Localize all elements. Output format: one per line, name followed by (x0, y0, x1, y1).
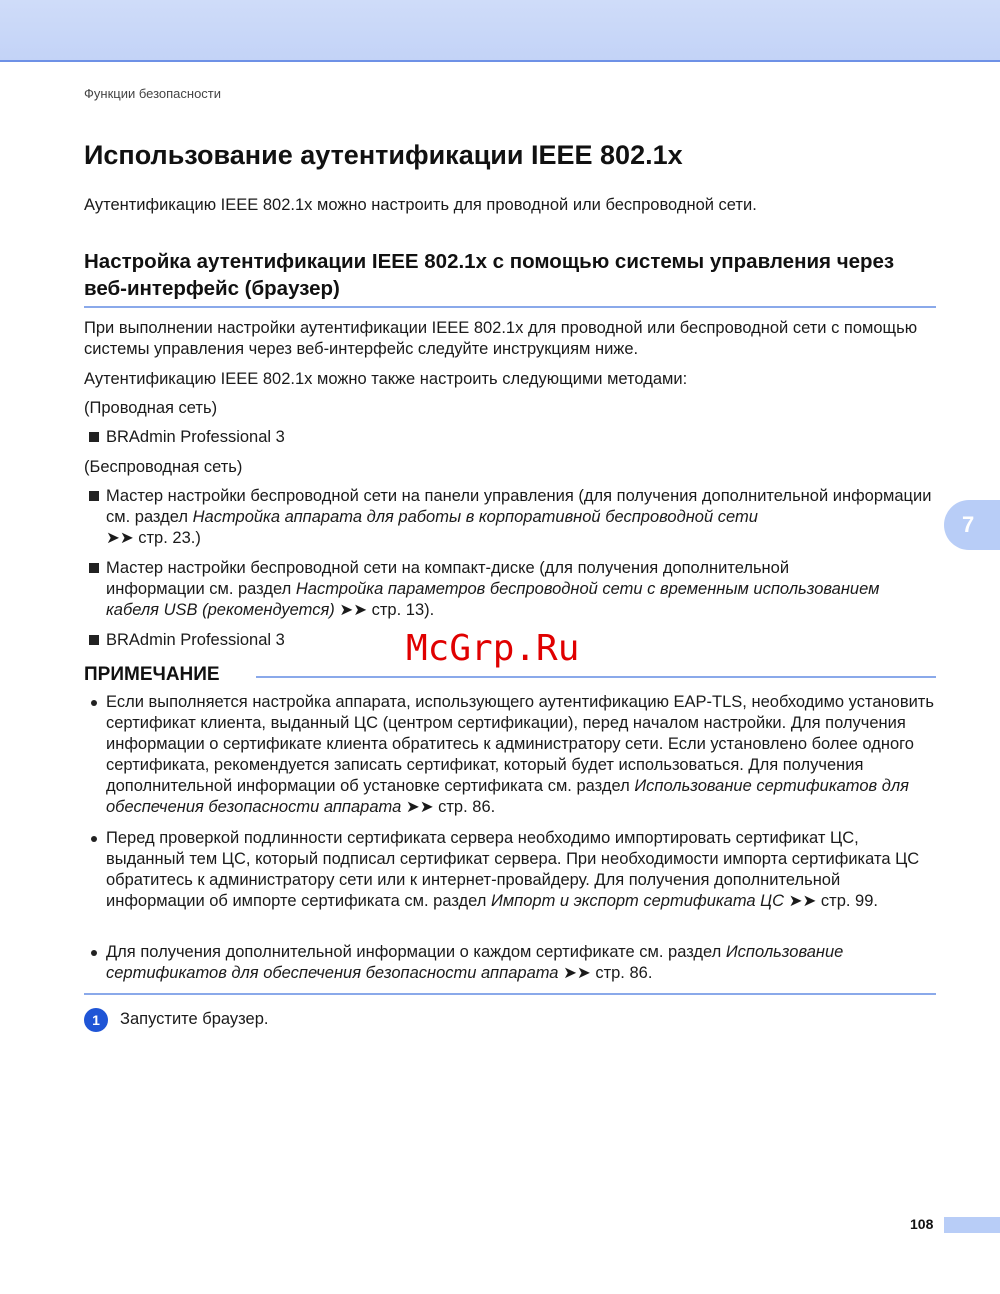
note-item-1-text: Если выполняется настройка аппарата, использующего аутентификацию EAP-TLS, необходимо установить сертификат клиента, выданный ЦС (центром сертификации), перед началом настройки. Для получения информации о сертификате клиента обратитесь к администратору сети. Если установлено более одного сертификата, рекомендуется записать сертификат, который будет использоваться. Для получения дополнительной информации об установке сертификата см. раздел (106, 693, 934, 795)
note-item-3 (106, 942, 926, 984)
note-item-2-page: ➤➤ стр. 99. (788, 892, 878, 910)
bullet-dot-icon (91, 950, 97, 956)
square-bullet-icon (89, 635, 99, 645)
section-title: Настройка аутентификации IEEE 802.1x с помощью системы управления через веб-интерфейс (браузер) (84, 248, 936, 308)
page-number-bar (944, 1217, 1000, 1233)
note-item-3-page: ➤➤ стр. 86. (563, 964, 653, 982)
page-title: Использование аутентификации IEEE 802.1x (84, 140, 683, 170)
square-bullet-icon (89, 563, 99, 573)
wireless-item-2-ref[interactable]: Настройка параметров беспроводной сети с временным использованием кабеля USB (рекомендуется) (106, 580, 880, 619)
chapter-tab[interactable]: 7 (944, 500, 1000, 550)
wireless-item-1 (106, 486, 936, 549)
wireless-item-3: BRAdmin Professional 3 (106, 631, 285, 649)
breadcrumb: Функции безопасности (84, 86, 222, 101)
note-item-2-ref[interactable]: Импорт и экспорт сертификата ЦС (491, 892, 785, 910)
watermark: McGrp.Ru (406, 628, 580, 669)
wireless-item-1-text: Мастер настройки беспроводной сети на панели управления (для получения дополнительной информации см. раздел (106, 487, 932, 526)
section-paragraph-1: При выполнении настройки аутентификации IEEE 802.1x для проводной или беспроводной сети с помощью системы управления через веб-интерфейс следуйте инструкциям ниже. (84, 319, 918, 358)
square-bullet-icon (89, 432, 99, 442)
note-item-3-text: Для получения дополнительной информации о каждом сертификате см. раздел (106, 943, 726, 961)
square-bullet-icon (89, 491, 99, 501)
note-item-1-ref[interactable]: Использование сертификатов для обеспечения безопасности аппарата (106, 777, 909, 816)
wireless-item-2-page: ➤➤ стр. 13). (339, 601, 435, 619)
wireless-label: (Беспроводная сеть) (84, 458, 243, 476)
step-text: Запустите браузер. (120, 1010, 269, 1028)
wired-label: (Проводная сеть) (84, 399, 218, 417)
note-item-2-text: Перед проверкой подлинности сертификата сервера необходимо импортировать сертификат ЦС, выданный тем ЦС, который подписал сертификат сервера. При необходимости импорта сертификата ЦС обратитесь к администратору сети или к интернет-провайдеру. Для получения дополнительной информации об импорте сертификата см. раздел (106, 829, 920, 910)
note-item-3-ref[interactable]: Использование сертификатов для обеспечения безопасности аппарата (106, 943, 844, 982)
wired-item: BRAdmin Professional 3 (106, 428, 285, 446)
step-number-badge: 1 (84, 1008, 108, 1032)
wireless-item-1-page: ➤➤ стр. 23.) (106, 529, 201, 547)
wireless-item-1-ref[interactable]: Настройка аппарата для работы в корпоративной беспроводной сети (192, 508, 758, 526)
note-heading: ПРИМЕЧАНИЕ (84, 664, 220, 685)
bullet-dot-icon (91, 700, 97, 706)
page-number: 108 (910, 1216, 934, 1232)
note-item-1-page: ➤➤ стр. 86. (405, 798, 496, 816)
wireless-item-2-text: Мастер настройки беспроводной сети на компакт-диске (для получения дополнительной информации см. раздел (106, 559, 790, 598)
wireless-item-2 (106, 558, 886, 621)
note-end-divider (84, 993, 936, 995)
note-divider (256, 676, 936, 678)
note-item-1 (106, 692, 936, 818)
top-banner (0, 0, 1000, 62)
note-item-2 (106, 828, 936, 912)
section-paragraph-2: Аутентификацию IEEE 802.1x можно также настроить следующими методами: (84, 370, 688, 388)
bullet-dot-icon (91, 836, 97, 842)
intro-paragraph: Аутентификацию IEEE 802.1x можно настроить для проводной или беспроводной сети. (84, 196, 757, 214)
